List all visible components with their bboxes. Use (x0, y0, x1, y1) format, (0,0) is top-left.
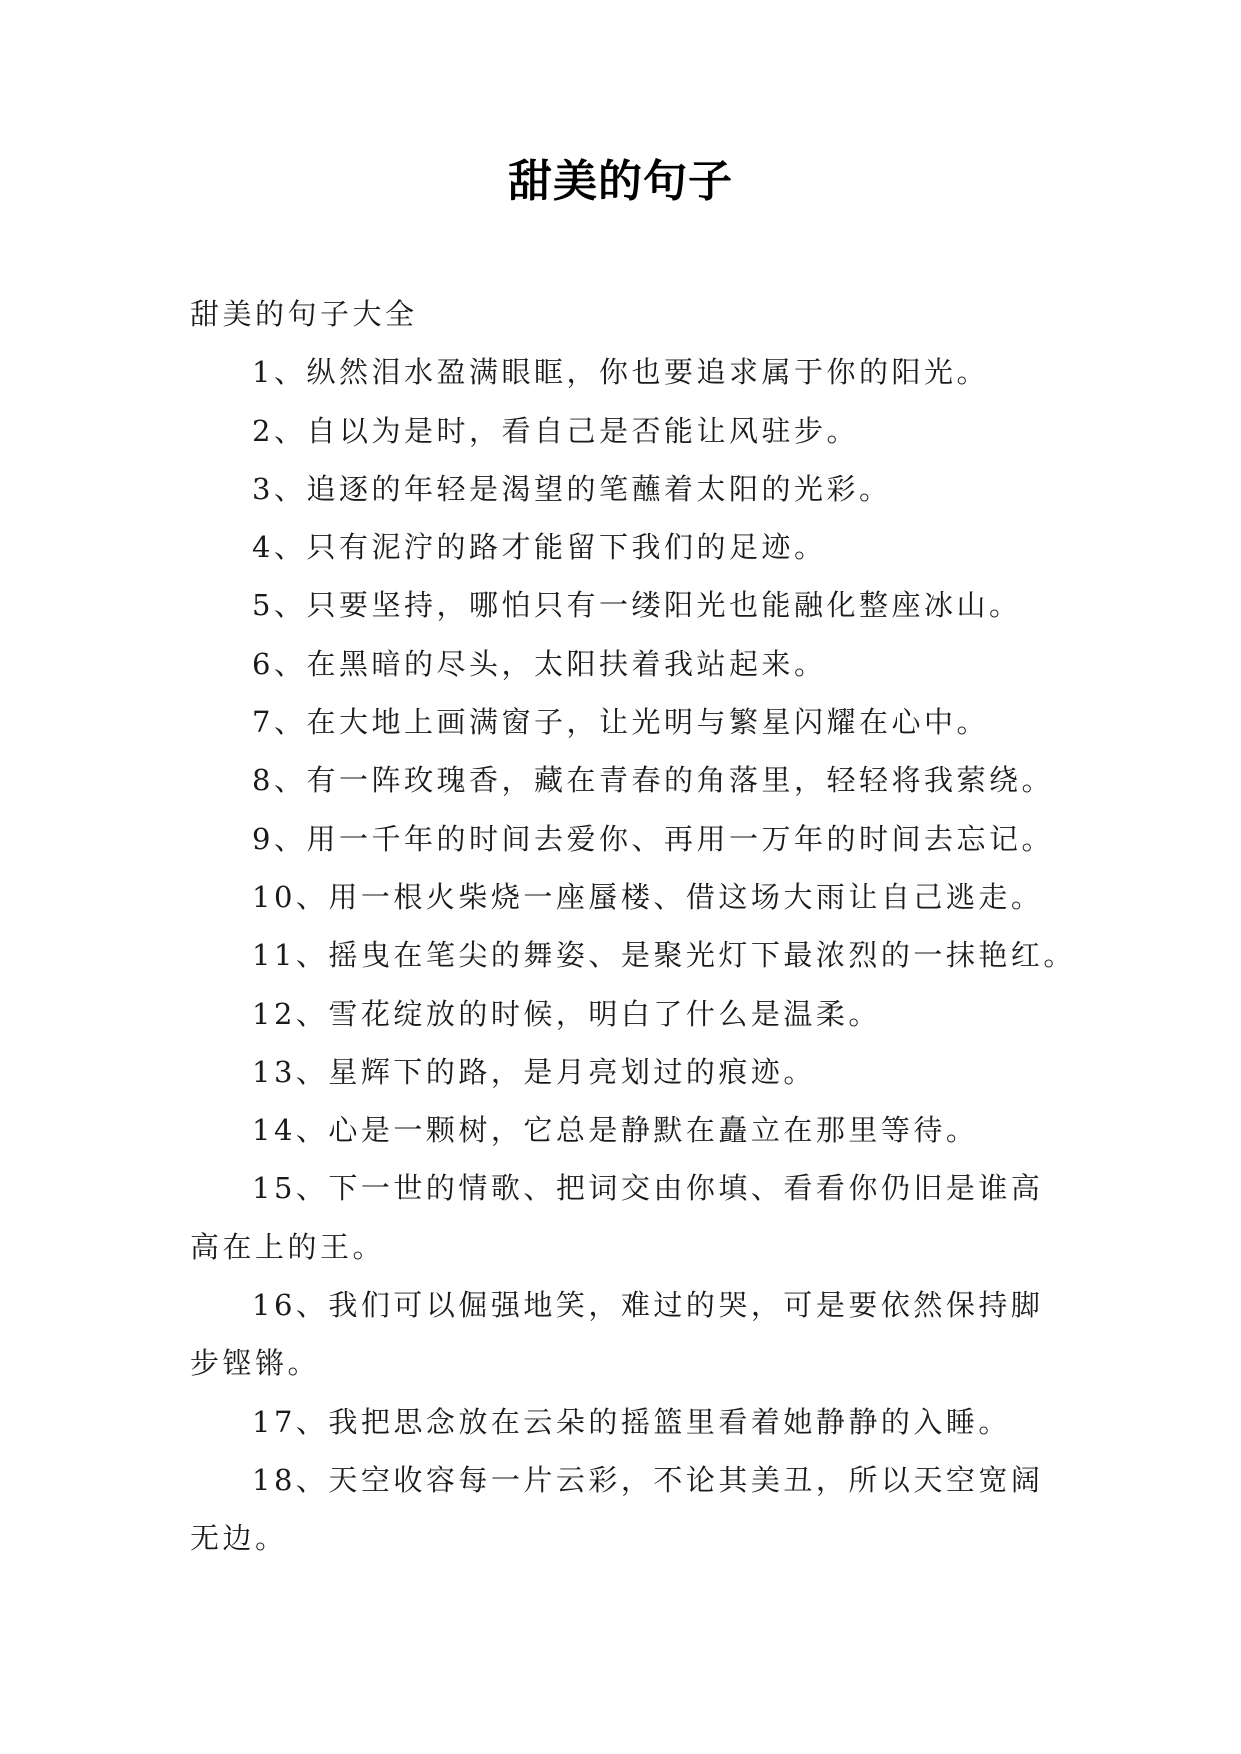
sentence-item: 2、自以为是时，看自己是否能让风驻步。 (252, 413, 859, 448)
sentence-item: 7、在大地上画满窗子，让光明与繁星闪耀在心中。 (252, 705, 989, 740)
sentence-item: 6、在黑暗的尽头，太阳扶着我站起来。 (252, 646, 827, 681)
document-title: 甜美的句子 (508, 156, 733, 207)
sentence-item: 5、只要坚持，哪怕只有一缕阳光也能融化整座冰山。 (252, 588, 1022, 623)
sentence-item: 8、有一阵玫瑰香，藏在青春的角落里，轻轻将我萦绕。 (252, 763, 1054, 798)
sentence-item: 4、只有泥泞的路才能留下我们的足迹。 (252, 530, 827, 565)
sentence-item: 9、用一千年的时间去爱你、再用一万年的时间去忘记。 (252, 821, 1054, 856)
sentence-item: 16、我们可以倔强地笑，难过的哭，可是要依然保持脚步铿锵。 (190, 1288, 1044, 1381)
sentence-item: 17、我把思念放在云朵的摇篮里看着她静静的入睡。 (252, 1404, 1011, 1439)
sentence-item: 3、追逐的年轻是渴望的笔蘸着太阳的光彩。 (252, 471, 892, 506)
sentence-item: 18、天空收容每一片云彩，不论其美丑，所以天空宽阔无边。 (190, 1462, 1044, 1556)
sentence-item: 12、雪花绽放的时候，明白了什么是温柔。 (252, 996, 881, 1031)
sentence-item: 10、用一根火柴烧一座蜃楼、借这场大雨让自己逃走。 (252, 879, 1044, 914)
sentence-item: 14、心是一颗树，它总是静默在矗立在那里等待。 (252, 1113, 979, 1148)
sentence-item: 13、星辉下的路，是月亮划过的痕迹。 (252, 1054, 816, 1089)
sentence-item: 11、摇曳在笔尖的舞姿、是聚光灯下最浓烈的一抹艳红。 (252, 938, 1076, 973)
sentence-item: 15、下一世的情歌、把词交由你填、看看你仍旧是谁高高在上的王。 (190, 1171, 1044, 1264)
document-body (190, 285, 1076, 1568)
section-heading: 甜美的句子大全 (190, 297, 418, 331)
sentence-item: 1、纵然泪水盈满眼眶，你也要追求属于你的阳光。 (252, 355, 989, 390)
